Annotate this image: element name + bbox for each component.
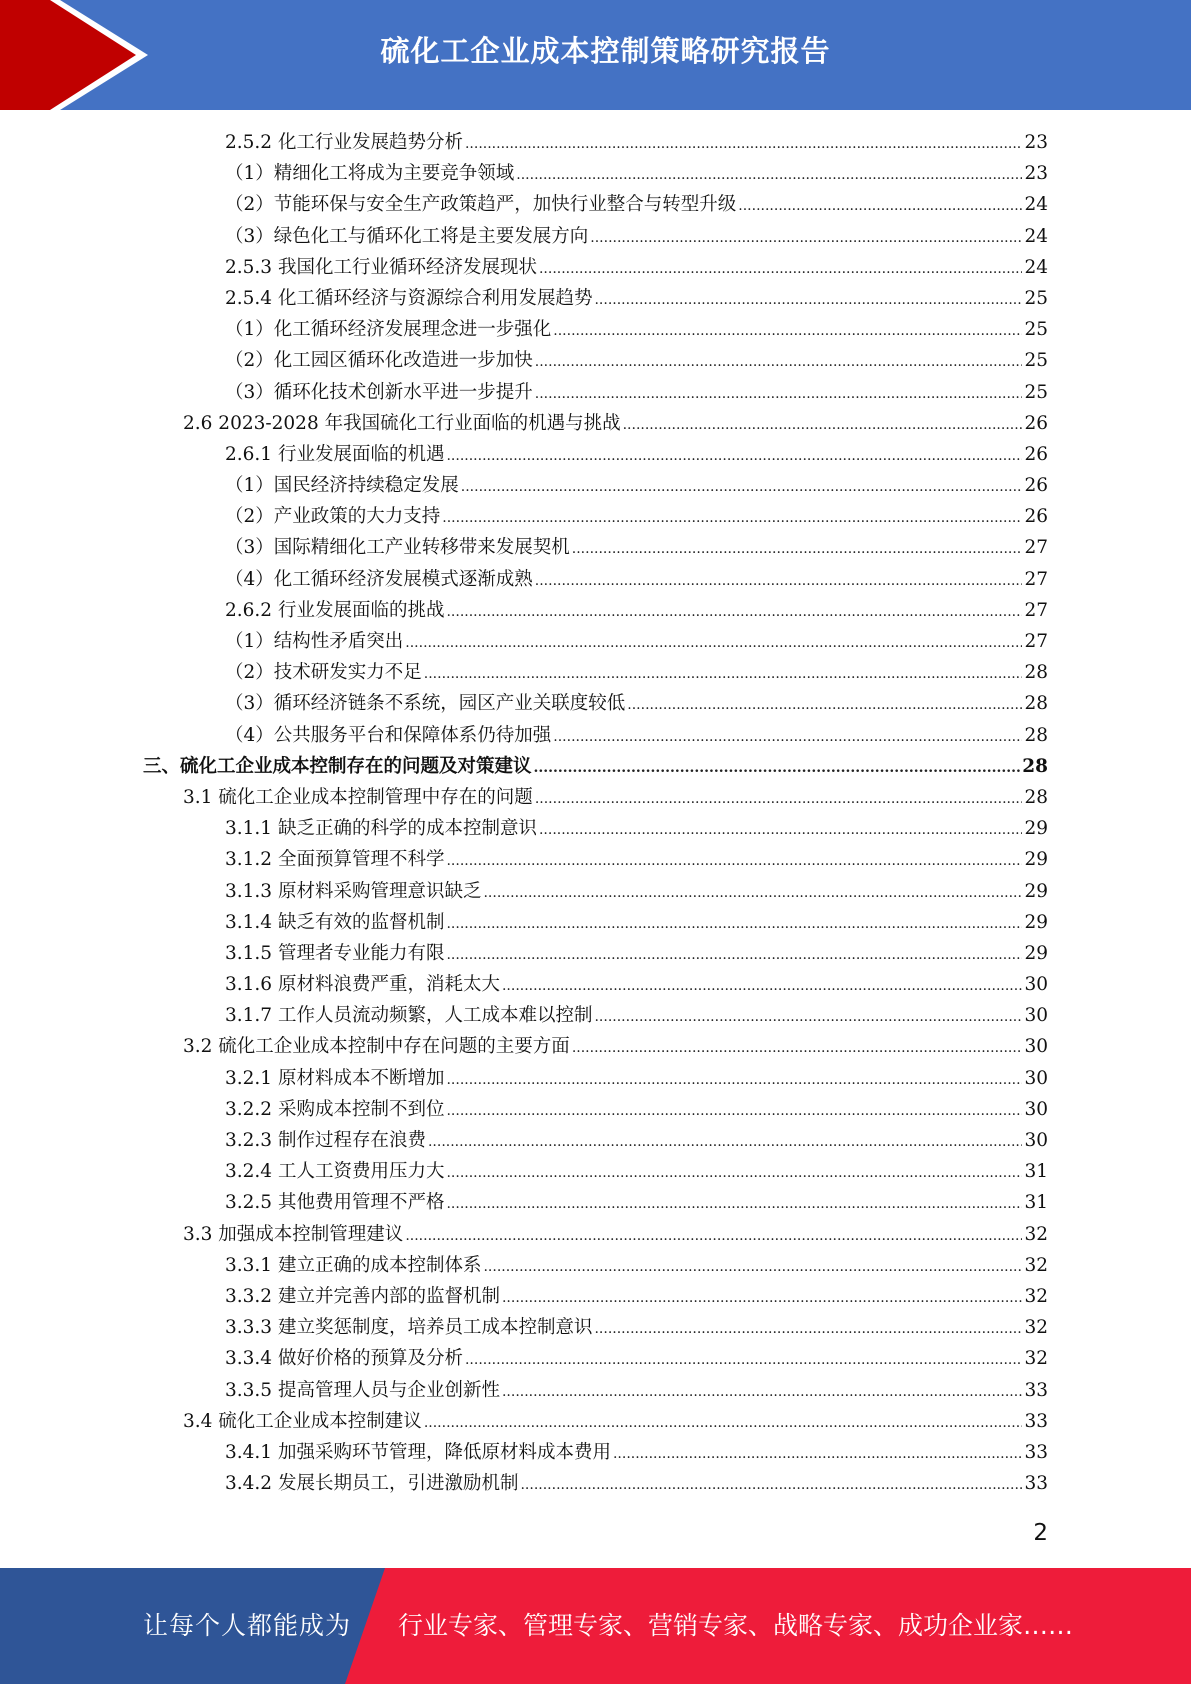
- toc-entry[interactable]: [143, 377, 1048, 408]
- toc-dot-leader: [572, 1031, 1023, 1064]
- toc-dot-leader: [405, 1219, 1022, 1252]
- toc-entry-page: 30: [1024, 1098, 1048, 1120]
- toc-entry-title: （1）国民经济持续稳定发展: [225, 475, 459, 497]
- toc-dot-leader: [534, 751, 1021, 784]
- toc-entry-page: 32: [1024, 1317, 1048, 1339]
- toc-entry[interactable]: [143, 595, 1048, 626]
- toc-entry-title: 2.6.1 行业发展面临的机遇: [225, 443, 445, 465]
- toc-entry-title: （3）循环经济链条不系统，园区产业关联度较低: [225, 693, 626, 715]
- page-footer: [0, 1568, 1191, 1684]
- toc-entry-title: 3.3.3 建立奖惩制度，培养员工成本控制意识: [225, 1317, 593, 1339]
- toc-entry[interactable]: [143, 844, 1048, 875]
- page-number: 2: [1033, 1520, 1048, 1546]
- toc-entry[interactable]: [143, 782, 1048, 813]
- toc-entry-page: 32: [1024, 1223, 1048, 1245]
- toc-entry-title: 3.1.4 缺乏有效的监督机制: [225, 911, 445, 933]
- toc-entry-page: 23: [1024, 132, 1048, 153]
- toc-entry[interactable]: [143, 626, 1048, 657]
- toc-entry-page: 29: [1024, 880, 1048, 902]
- toc-entry-title: 3.3.1 建立正确的成本控制体系: [225, 1254, 482, 1276]
- toc-entry[interactable]: [143, 314, 1048, 345]
- toc-dot-leader: [446, 1156, 1022, 1189]
- toc-dot-leader: [442, 501, 1022, 534]
- toc-entry-title: （3）国际精细化工产业转移带来发展契机: [225, 537, 570, 559]
- toc-dot-leader: [446, 595, 1022, 628]
- toc-entry-page: 26: [1024, 443, 1048, 465]
- toc-entry-page: 30: [1024, 1036, 1048, 1058]
- toc-dot-leader: [520, 1468, 1022, 1501]
- toc-dot-leader: [446, 938, 1022, 971]
- footer-slogan-left: 让每个人都能成为: [143, 1611, 352, 1640]
- toc-entry-page: 32: [1024, 1254, 1048, 1276]
- toc-entry-title: 3.4.2 发展长期员工，引进激励机制: [225, 1473, 519, 1495]
- toc-entry[interactable]: [143, 564, 1048, 595]
- toc-entry[interactable]: [143, 189, 1048, 220]
- toc-entry-page: 25: [1024, 350, 1048, 372]
- toc-dot-leader: [738, 189, 1022, 222]
- toc-entry-title: （1）结构性矛盾突出: [225, 631, 404, 652]
- toc-entry[interactable]: [143, 1437, 1048, 1468]
- toc-entry-page: 28: [1024, 786, 1048, 808]
- toc-entry-page: 33: [1024, 1441, 1048, 1463]
- table-of-contents: [143, 127, 1048, 1499]
- toc-entry-page: 30: [1024, 1130, 1048, 1151]
- toc-entry-page: 32: [1024, 1285, 1048, 1307]
- toc-dot-leader: [553, 314, 1022, 347]
- toc-dot-leader: [465, 127, 1022, 160]
- toc-dot-leader: [483, 876, 1022, 909]
- toc-entry-page: 33: [1024, 1410, 1048, 1432]
- toc-dot-leader: [465, 1343, 1022, 1376]
- toc-dot-leader: [613, 1437, 1022, 1470]
- toc-entry-page: 30: [1024, 1067, 1048, 1089]
- toc-entry-title: 2.6.2 行业发展面临的挑战: [225, 599, 445, 621]
- toc-entry-page: 26: [1024, 475, 1048, 497]
- toc-entry-page: 25: [1024, 319, 1048, 341]
- toc-entry-page: 27: [1024, 537, 1048, 559]
- toc-entry[interactable]: [143, 1156, 1048, 1187]
- toc-entry-title: （2）节能环保与安全生产政策趋严，加快行业整合与转型升级: [225, 194, 737, 216]
- toc-dot-leader: [461, 470, 1023, 503]
- toc-entry-title: 3.2.1 原材料成本不断增加: [225, 1067, 445, 1089]
- toc-dot-leader: [535, 564, 1023, 597]
- toc-entry[interactable]: [143, 1343, 1048, 1374]
- toc-entry-page: 25: [1024, 287, 1048, 309]
- toc-entry-page: 25: [1024, 381, 1048, 403]
- toc-entry-title: 2.5.3 我国化工行业循环经济发展现状: [225, 256, 537, 278]
- toc-entry-page: 31: [1024, 1161, 1048, 1183]
- toc-entry[interactable]: [143, 1250, 1048, 1281]
- toc-entry-title: 3.3.2 建立并完善内部的监督机制: [225, 1285, 500, 1307]
- toc-entry[interactable]: [143, 751, 1048, 782]
- toc-entry[interactable]: [143, 938, 1048, 969]
- toc-entry[interactable]: [143, 1281, 1048, 1312]
- toc-entry-title: 3.2.5 其他费用管理不严格: [225, 1192, 445, 1214]
- toc-entry-title: 3.1.5 管理者专业能力有限: [225, 942, 445, 964]
- toc-entry-page: 32: [1024, 1348, 1048, 1370]
- toc-entry[interactable]: [143, 127, 1048, 158]
- toc-dot-leader: [535, 345, 1023, 378]
- toc-entry[interactable]: [143, 1468, 1048, 1499]
- toc-dot-leader: [627, 688, 1022, 721]
- toc-entry[interactable]: [143, 158, 1048, 189]
- toc-entry-title: （3）循环化技术创新水平进一步提升: [225, 381, 533, 403]
- toc-dot-leader: [594, 1000, 1022, 1033]
- toc-entry[interactable]: [143, 470, 1048, 501]
- toc-dot-leader: [535, 782, 1023, 815]
- toc-entry-title: 3.1.3 原材料采购管理意识缺乏: [225, 880, 482, 902]
- toc-dot-leader: [446, 1094, 1022, 1127]
- toc-entry-title: 3.1.1 缺乏正确的科学的成本控制意识: [225, 818, 537, 840]
- toc-dot-leader: [446, 844, 1022, 877]
- toc-entry[interactable]: [143, 1312, 1048, 1343]
- toc-entry-page: 28: [1024, 693, 1048, 715]
- toc-entry-title: 3.2.3 制作过程存在浪费: [225, 1130, 426, 1151]
- toc-entry-title: 3.1.2 全面预算管理不科学: [225, 849, 445, 871]
- toc-entry-page: 27: [1024, 568, 1048, 590]
- toc-dot-leader: [502, 969, 1022, 1002]
- toc-dot-leader: [502, 1375, 1022, 1408]
- toc-entry[interactable]: [143, 657, 1048, 688]
- toc-entry[interactable]: [143, 283, 1048, 314]
- toc-dot-leader: [539, 252, 1022, 285]
- toc-entry-page: 33: [1024, 1473, 1048, 1495]
- toc-entry[interactable]: [143, 907, 1048, 938]
- toc-entry-title: 3.2.4 工人工资费用压力大: [225, 1161, 445, 1183]
- toc-entry-page: 24: [1024, 256, 1048, 278]
- toc-entry[interactable]: [143, 252, 1048, 283]
- toc-entry-title: 3.4.1 加强采购环节管理，降低原材料成本费用: [225, 1441, 611, 1463]
- toc-entry[interactable]: [143, 532, 1048, 563]
- toc-entry-title: 3.3.5 提高管理人员与企业创新性: [225, 1379, 500, 1401]
- toc-entry[interactable]: [143, 345, 1048, 376]
- toc-dot-leader: [594, 283, 1022, 316]
- toc-entry[interactable]: [143, 1094, 1048, 1125]
- toc-entry-title: 3.3 加强成本控制管理建议: [183, 1223, 404, 1245]
- toc-dot-leader: [483, 1250, 1022, 1283]
- toc-entry-page: 33: [1024, 1379, 1048, 1401]
- toc-entry-page: 26: [1024, 412, 1048, 434]
- toc-entry-page: 28: [1024, 662, 1048, 684]
- toc-entry-title: 3.2 硫化工企业成本控制中存在问题的主要方面: [183, 1036, 570, 1058]
- toc-dot-leader: [405, 626, 1022, 659]
- toc-entry-title: 2.5.4 化工循环经济与资源综合利用发展趋势: [225, 287, 593, 309]
- toc-dot-leader: [539, 813, 1022, 846]
- toc-entry[interactable]: [143, 501, 1048, 532]
- toc-entry[interactable]: [143, 1031, 1048, 1062]
- footer-slogan-right: 行业专家、管理专家、营销专家、战略专家、成功企业家……: [398, 1611, 1074, 1640]
- toc-entry-title: 3.3.4 做好价格的预算及分析: [225, 1348, 463, 1370]
- toc-entry[interactable]: [143, 439, 1048, 470]
- toc-entry-title: （1）化工循环经济发展理念进一步强化: [225, 319, 552, 341]
- toc-entry[interactable]: [143, 221, 1048, 252]
- toc-entry-title: 三、硫化工企业成本控制存在的问题及对策建议: [143, 755, 532, 777]
- toc-entry-title: 3.1 硫化工企业成本控制管理中存在的问题: [183, 786, 533, 808]
- toc-entry-page: 31: [1024, 1192, 1048, 1214]
- toc-dot-leader: [535, 377, 1023, 410]
- toc-entry-title: （4）化工循环经济发展模式逐渐成熟: [225, 568, 533, 590]
- toc-dot-leader: [516, 158, 1022, 191]
- toc-entry-page: 26: [1024, 506, 1048, 528]
- toc-dot-leader: [590, 221, 1022, 254]
- toc-entry-title: 3.1.7 工作人员流动频繁，人工成本难以控制: [225, 1005, 593, 1027]
- toc-entry-title: 2.5.2 化工行业发展趋势分析: [225, 132, 463, 153]
- toc-entry[interactable]: [143, 813, 1048, 844]
- toc-entry[interactable]: [143, 1125, 1048, 1156]
- toc-entry-page: 27: [1024, 599, 1048, 621]
- toc-entry-title: 3.1.6 原材料浪费严重，消耗太大: [225, 974, 500, 996]
- toc-entry[interactable]: [143, 1187, 1048, 1218]
- toc-entry[interactable]: [143, 1219, 1048, 1250]
- toc-entry-title: 3.4 硫化工企业成本控制建议: [183, 1410, 422, 1432]
- toc-entry-title: （2）技术研发实力不足: [225, 662, 422, 684]
- toc-entry-page: 23: [1024, 163, 1048, 185]
- report-title: 硫化工企业成本控制策略研究报告: [380, 34, 831, 68]
- toc-entry[interactable]: [143, 1000, 1048, 1031]
- toc-dot-leader: [623, 408, 1023, 441]
- toc-dot-leader: [446, 439, 1022, 472]
- toc-entry-page: 24: [1024, 194, 1048, 216]
- toc-dot-leader: [446, 907, 1022, 940]
- toc-entry-title: （2）化工园区循环化改造进一步加快: [225, 350, 533, 372]
- toc-dot-leader: [594, 1312, 1022, 1345]
- toc-entry-page: 28: [1022, 755, 1048, 777]
- toc-entry-title: （4）公共服务平台和保障体系仍待加强: [225, 724, 552, 746]
- toc-entry-page: 30: [1024, 1005, 1048, 1027]
- page-header: [0, 0, 1191, 110]
- toc-dot-leader: [572, 532, 1023, 565]
- toc-entry-title: （2）产业政策的大力支持: [225, 506, 441, 528]
- toc-entry-title: 3.2.2 采购成本控制不到位: [225, 1098, 445, 1120]
- toc-dot-leader: [428, 1125, 1022, 1158]
- toc-entry[interactable]: [143, 1406, 1048, 1437]
- toc-entry-title: （1）精细化工将成为主要竞争领域: [225, 163, 515, 185]
- toc-entry-page: 27: [1024, 631, 1048, 652]
- toc-entry[interactable]: [143, 876, 1048, 907]
- toc-entry[interactable]: [143, 408, 1048, 439]
- toc-entry-page: 29: [1024, 849, 1048, 871]
- toc-dot-leader: [553, 720, 1022, 753]
- toc-entry-title: （3）绿色化工与循环化工将是主要发展方向: [225, 225, 589, 247]
- toc-entry-page: 24: [1024, 225, 1048, 247]
- toc-entry-page: 29: [1024, 818, 1048, 840]
- toc-dot-leader: [446, 1063, 1022, 1096]
- toc-entry-page: 29: [1024, 911, 1048, 933]
- toc-dot-leader: [424, 657, 1023, 690]
- toc-entry[interactable]: [143, 688, 1048, 719]
- toc-entry-page: 28: [1024, 724, 1048, 746]
- toc-dot-leader: [446, 1187, 1022, 1220]
- toc-dot-leader: [502, 1281, 1022, 1314]
- toc-entry[interactable]: [143, 969, 1048, 1000]
- toc-entry[interactable]: [143, 720, 1048, 751]
- toc-dot-leader: [424, 1406, 1023, 1439]
- toc-entry-title: 2.6 2023-2028 年我国硫化工行业面临的机遇与挑战: [183, 412, 621, 434]
- toc-entry-page: 30: [1024, 974, 1048, 996]
- toc-entry[interactable]: [143, 1375, 1048, 1406]
- toc-entry-page: 29: [1024, 942, 1048, 964]
- toc-entry[interactable]: [143, 1063, 1048, 1094]
